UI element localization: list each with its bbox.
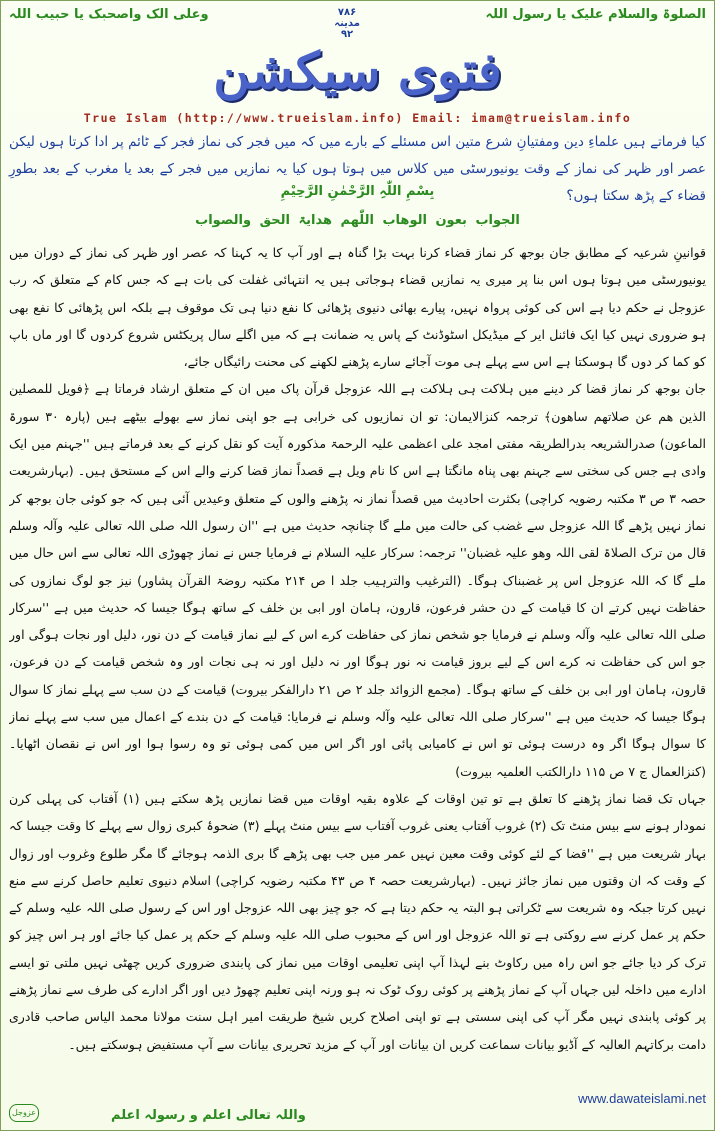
page-title — [1, 33, 714, 107]
salutation-right: الصلوۃ والسلام علیک یا رسول اللہ — [485, 7, 706, 22]
seal-icon: عزوجل — [9, 1104, 39, 1122]
website-link[interactable]: www.dawateislami.net — [578, 1091, 706, 1106]
contact-line: True Islam (http://www.trueislam.info) Email: imam@trueislam.info — [83, 111, 632, 125]
question-text: کیا فرماتے ہیں علماءِ دین ومفتیانِ شرع متین اس مسئلے کے بارے میں کہ میں فجر کی نماز فجر کے ٹائم پر ادا کرتا ہوں لیکن عصر اور ظہر کی نماز کے وقت یونیورسٹی میں کلاس میں ہوتا ہوں کیا یہ نمازیں میں فجر کے بعد یا مغرب کے بعد بطورِ قضاء کے پڑھ سکتا ہوں؟ — [9, 134, 706, 204]
footer — [1, 1090, 714, 1130]
answer-body — [9, 239, 706, 1084]
header — [9, 7, 706, 40]
bismillah: بِسْمِ اللّٰہِ الرَّحْمٰنِ الرَّحِیْمِ — [280, 184, 435, 199]
madina-number-2: ۹۲ — [340, 29, 354, 40]
madina-word: مدینہ — [334, 18, 360, 29]
answer-heading: الجواب بعون الوھاب اللّٰھم ھدایۃ الحق والصواب — [195, 213, 520, 228]
answer-paragraph: قوانینِ شرعیہ کے مطابق جان بوجھ کر نماز قضاء کرنا بہت بڑا گناہ ہے اور آپ کا یہ کہنا کہ عصر اور ظہر کی نماز کے دوران میں یونیورسٹی میں ہوتا ہوں اس بنا پر میری یہ نمازیں قضاء ہوجاتی ہیں یہ انتہائی غفلت کی بات ہے کہ جس کام کے متعلق کہ رب عزوجل نے حکم دیا ہے اس کی کوئی پرواہ نہیں، پیارے بھائی دنیوی پڑھائی کا نفع دنیا ہی تک موقوف ہے بلکہ اس پڑھائی کا نفع بھی ہو ضروری نہیں کیا ایک فائنل ایر کے میڈیکل اسٹوڈنٹ کے پاس یہ ضمانت ہے کہ میں اگلے سال پریکٹس شروع کردوں گا اور ماں باپ کو کما کر دوں گا ہوسکتا ہے اس سے پہلے ہی موت آجائے سارے پڑھنے لکھنے کی محنت رائیگاں جائے، — [9, 245, 706, 370]
answer-paragraph: جہاں تک قضا نماز پڑھنے کا تعلق ہے تو تین اوقات کے علاوہ بقیہ اوقات میں قضا نمازیں پڑھ سکتے ہیں (۱) آفتاب کی پہلی کرن نمودار ہونے سے بیس منٹ تک (۲) غروب آفتاب یعنی غروب آفتاب سے بیس منٹ پہلے (۳) ضحوۂ کبری زوال سے پہلے کا وقت جیسا کہ بہار شریعت میں ہے ''قضا کے لئے کوئی وقت معین نہیں عمر میں جب بھی پڑھے گا بری الذمہ ہوجائے گا مگر طلوع وغروب اور زوال کے وقت کہ ان وقتوں میں نماز جائز نہیں۔ (بہارشریعت حصہ ۴ ص ۴۳ مکتبہ رضویہ کراچی) اسلام دنیوی تعلیم حاصل کرنے سے منع نہیں کرتا جبکہ وہ شریعت سے ٹکراتی ہو البتہ یہ حکم دیتا ہے کہ جو چیز بھی اللہ عزوجل اور اس کے رسول صلی اللہ علیہ وسلم کے حکم پر عمل کرنے سے روکتی ہے تو اللہ عزوجل اور اس کے محبوب صلی اللہ علیہ وسلم کے حکم پر عمل کیا جائے اور ہر اس چیز کو ترک کر دیا جائے جو اس راہ میں رکاوٹ بنے لہذا آپ اپنی تعلیمی اوقات میں نماز کی پابندی ضروری کریں چھٹی نہیں ملتی تو ایسے ادارے میں داخلہ لیں جہاں آپ کے نماز پڑھنے پر کوئی روک ٹوک نہ ہو ورنہ اپنی تعلیم چھوڑ دیں اور اگر ادارے کی طرف سے نماز پڑھنے پر کوئی پابندی نہیں مگر آپ کی اپنی سستی ہے تو اپنی اصلاح کریں شیخ طریقت امیر اہل سنت مولانا محمد الیاس صاحب قادری دامت برکاتہم العالیہ کے آڈیو بیانات سماعت کریں ان بیانات اور آپ کے مزید تحریری بیانات سے آپ مستفیض ہوسکتے ہیں۔ — [9, 790, 706, 1052]
salutation-left: وعلی الک واصحبک یا حبیب اللہ — [9, 7, 209, 22]
closing-line: واللہ تعالی اعلم و رسولہ اعلم — [111, 1108, 306, 1123]
title-text: فتوی سیکشن — [213, 40, 502, 100]
madina-number: ۷۸۶ — [337, 7, 357, 18]
answer-paragraph: جان بوجھ کر نماز قضا کر دینے میں ہلاکت ہی ہلاکت ہے اللہ عزوجل قرآن پاک میں ان کے متعلق ارشاد فرماتا ہے ﴿فویل للمصلین الذین ھم عن صلاتھم ساھون﴾ ترجمہ کنزالایمان: تو ان نمازیوں کی خرابی ہے جو اپنی نماز سے بھولے بیٹھے ہیں (پارہ ۳۰ سورۃ الماعون) صدرالشریعہ بدرالطریقہ مفتی امجد علی اعظمی علیہ الرحمۃ مذکورہ آیت کو نقل کرنے کے بعد فرماتے ہیں ''جہنم میں ایک وادی ہے جس کی سختی سے جہنم بھی پناہ مانگتا ہے اس کا نام ویل ہے قصداً نماز قضا کرنے والے اس کے مستحق ہیں۔ (بہارشریعت حصہ ۳ ص ۳ مکتبہ رضویہ کراچی) بکثرت احادیث میں قصداً نماز نہ پڑھنے والوں کے متعلق وعیدیں آئی ہیں کہ جو کوئی جان بوجھ کر نماز نہیں پڑھے گا اللہ عزوجل سے غضب کی حالت میں ملے گا چنانچہ حدیث میں ہے ''ان رسول اللہ صلی اللہ تعالی علیہ وآلہ وسلم قال من ترک الصلاۃ لقی اللہ وھو علیہ غضبان'' ترجمہ: سرکار علیہ السلام نے فرمایا جس نے نماز چھوڑی اللہ تعالی سے اس حال میں ملے گا کہ اللہ عزوجل اس پر غضبناک ہوگا۔ (الترغیب والترہیب جلد ا ص ۲۱۴ مکتبہ روضۃ القرآن پشاور) نیز جو لوگ نمازوں کی حفاظت نہیں کرتے ان کا قیامت کے دن حشر فرعون، قارون، ہامان اور ابی بن خلف کے ساتھ ہوگا جیسا کہ حدیث میں ہے ''سرکار صلی اللہ تعالی علیہ وآلہ وسلم نے فرمایا جو شخص نماز کی حفاظت کرے اس کے لیے نماز قیامت کے دن نور، دلیل اور نجات ہوگی اور جو اس کی حفاظت نہ کرے اس کے لیے بروز قیامت نہ نور ہوگا اور نہ دلیل اور نہ ہی نجات اور وہ شخص قیامت کے دن فرعون، قارون، ہامان اور ابی بن خلف کے ساتھ ہوگا۔ (مجمع الزوائد جلد ۲ ص ۲۱ دارالفکر بیروت) قیامت کے دن سب سے پہلے نماز کا سوال ہوگا جیسا کہ حدیث میں ہے ''سرکار صلی اللہ تعالی علیہ وآلہ وسلم نے فرمایا: قیامت کے دن بندے کے اعمال میں سب سے پہلے نماز کا سوال ہوگا اگر وہ درست ہوئی تو اس نے کامیابی پائی اور اگر اس میں کمی ہوئی تو وہ رسوا ہوا اور اس نے نقصان اٹھایا۔ (کنزالعمال ج ۷ ص ۱۱۵ دارالکتب العلمیہ بیروت) — [9, 381, 706, 779]
